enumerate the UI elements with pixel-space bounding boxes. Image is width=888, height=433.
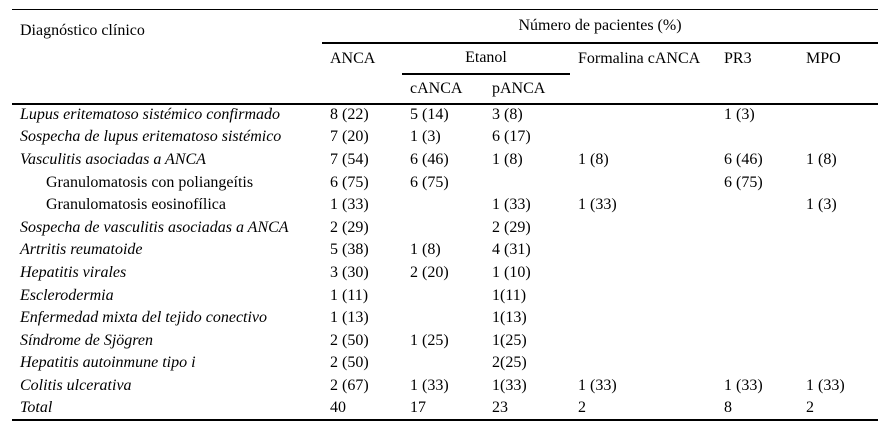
value-cell (484, 171, 570, 194)
table-row (12, 239, 878, 262)
header-spacer (322, 74, 402, 104)
value-cell: 6 (75) (410, 173, 449, 191)
value-cell (798, 307, 878, 330)
value-cell (716, 216, 798, 239)
diagnosis-cell: Lupus eritematoso sistémico confirmado (20, 106, 280, 124)
diagnosis-cell: Sospecha de vasculitis asociadas a ANCA (20, 218, 289, 236)
table-row (12, 104, 878, 127)
value-cell: 23 (492, 399, 508, 417)
table-row (12, 126, 878, 149)
value-cell: 1 (11) (330, 286, 369, 304)
value-cell (716, 352, 798, 375)
diagnosis-cell: Granulomatosis con poliangeítis (46, 173, 254, 191)
value-cell: 6 (75) (330, 173, 369, 191)
value-cell: 1 (33) (330, 196, 369, 214)
value-cell (798, 262, 878, 285)
table-row (12, 149, 878, 172)
value-cell: 1 (8) (492, 150, 523, 168)
value-cell (402, 352, 484, 375)
diagnosis-cell: Hepatitis autoinmune tipo i (20, 354, 196, 372)
value-cell (570, 352, 716, 375)
column-header-pr3: PR3 (724, 49, 752, 67)
table-row (12, 216, 878, 239)
value-cell (570, 171, 716, 194)
value-cell: 6 (75) (724, 173, 763, 191)
value-cell: 1(33) (492, 376, 527, 394)
value-cell (716, 194, 798, 217)
value-cell (798, 126, 878, 149)
column-header-panca: pANCA (492, 79, 546, 97)
column-header-diagnosis: Diagnóstico clínico (20, 22, 145, 39)
value-cell (570, 126, 716, 149)
value-cell (570, 329, 716, 352)
value-cell: 1 (3) (724, 106, 755, 124)
diagnosis-cell: Hepatitis virales (20, 263, 127, 281)
column-header-canca: cANCA (410, 79, 463, 97)
value-cell: 7 (54) (330, 150, 369, 168)
value-cell: 1 (33) (492, 196, 531, 214)
value-cell: 1 (10) (492, 263, 531, 281)
value-cell (570, 216, 716, 239)
table-header (12, 10, 878, 104)
value-cell (402, 307, 484, 330)
value-cell: 40 (330, 399, 346, 417)
table-row (12, 284, 878, 307)
value-cell (570, 284, 716, 307)
value-cell (716, 284, 798, 307)
table-row (12, 307, 878, 330)
diagnosis-cell: Vasculitis asociadas a ANCA (20, 150, 206, 168)
value-cell: 1 (13) (330, 309, 369, 327)
header-spacer (570, 74, 716, 104)
value-cell: 1 (8) (410, 241, 441, 259)
clinical-diagnosis-table-container (12, 9, 878, 421)
value-cell: 8 (22) (330, 106, 369, 124)
value-cell (798, 239, 878, 262)
value-cell: 1(13) (492, 309, 527, 327)
value-cell: 1 (3) (410, 128, 441, 146)
diagnosis-cell: Síndrome de Sjögren (20, 331, 154, 349)
value-cell (798, 284, 878, 307)
value-cell: 2 (29) (492, 218, 531, 236)
value-cell (402, 284, 484, 307)
diagnosis-cell: Esclerodermia (20, 286, 114, 304)
table-body (12, 104, 878, 420)
value-cell: 1(11) (492, 286, 527, 304)
value-cell: 6 (46) (410, 150, 449, 168)
value-cell (798, 171, 878, 194)
value-cell: 1 (8) (806, 150, 837, 168)
clinical-diagnosis-table (12, 9, 878, 421)
value-cell: 5 (14) (410, 106, 449, 124)
value-cell (798, 216, 878, 239)
value-cell: 6 (17) (492, 128, 531, 146)
value-cell (570, 239, 716, 262)
value-cell: 8 (724, 399, 732, 417)
table-row (12, 262, 878, 285)
value-cell (402, 194, 484, 217)
value-cell: 2 (806, 399, 814, 417)
diagnosis-cell: Enfermedad mixta del tejido conectivo (20, 309, 268, 327)
value-cell: 1 (33) (410, 376, 449, 394)
diagnosis-cell: Sospecha de lupus eritematoso sistémico (20, 128, 282, 146)
value-cell (716, 126, 798, 149)
value-cell: 1 (33) (806, 376, 845, 394)
table-row (12, 171, 878, 194)
value-cell (716, 262, 798, 285)
value-cell: 2 (67) (330, 376, 369, 394)
diagnosis-cell: Granulomatosis eosinofílica (46, 196, 226, 214)
value-cell (798, 329, 878, 352)
value-cell (402, 216, 484, 239)
column-group-header-patients: Número de pacientes (%) (322, 10, 878, 43)
value-cell (716, 307, 798, 330)
column-header-mpo: MPO (806, 49, 841, 67)
table-row (12, 397, 878, 420)
header-spacer (798, 74, 878, 104)
value-cell: 2 (578, 399, 586, 417)
value-cell: 2 (50) (330, 331, 369, 349)
value-cell: 4 (31) (492, 241, 531, 259)
value-cell: 5 (38) (330, 241, 369, 259)
value-cell: 2(25) (492, 354, 527, 372)
value-cell: 1 (3) (806, 196, 837, 214)
header-spacer (716, 74, 798, 104)
column-header-formalina-canca: Formalina cANCA (578, 49, 701, 67)
value-cell: 2 (29) (330, 218, 369, 236)
value-cell: 17 (410, 399, 426, 417)
value-cell: 6 (46) (724, 150, 763, 168)
value-cell: 2 (20) (410, 263, 449, 281)
value-cell (570, 104, 716, 127)
value-cell: 7 (20) (330, 128, 369, 146)
diagnosis-cell: Total (20, 399, 53, 417)
value-cell: 1 (33) (578, 376, 617, 394)
value-cell: 1 (8) (578, 150, 609, 168)
value-cell (716, 329, 798, 352)
value-cell: 1 (25) (410, 331, 449, 349)
table-row (12, 375, 878, 398)
column-header-etanol: Etanol (402, 43, 570, 74)
value-cell: 1 (33) (724, 376, 763, 394)
value-cell: 3 (30) (330, 263, 369, 281)
value-cell: 1(25) (492, 331, 527, 349)
diagnosis-cell: Colitis ulcerativa (20, 376, 132, 394)
value-cell (798, 352, 878, 375)
header-row-group (12, 10, 878, 43)
value-cell (570, 262, 716, 285)
value-cell: 1 (33) (578, 196, 617, 214)
value-cell: 2 (50) (330, 354, 369, 372)
table-row (12, 352, 878, 375)
value-cell (798, 104, 878, 127)
value-cell (570, 307, 716, 330)
table-row (12, 194, 878, 217)
column-header-anca: ANCA (330, 49, 376, 67)
diagnosis-cell: Artritis reumatoide (20, 241, 143, 259)
value-cell: 3 (8) (492, 106, 523, 124)
table-row (12, 329, 878, 352)
value-cell (716, 239, 798, 262)
